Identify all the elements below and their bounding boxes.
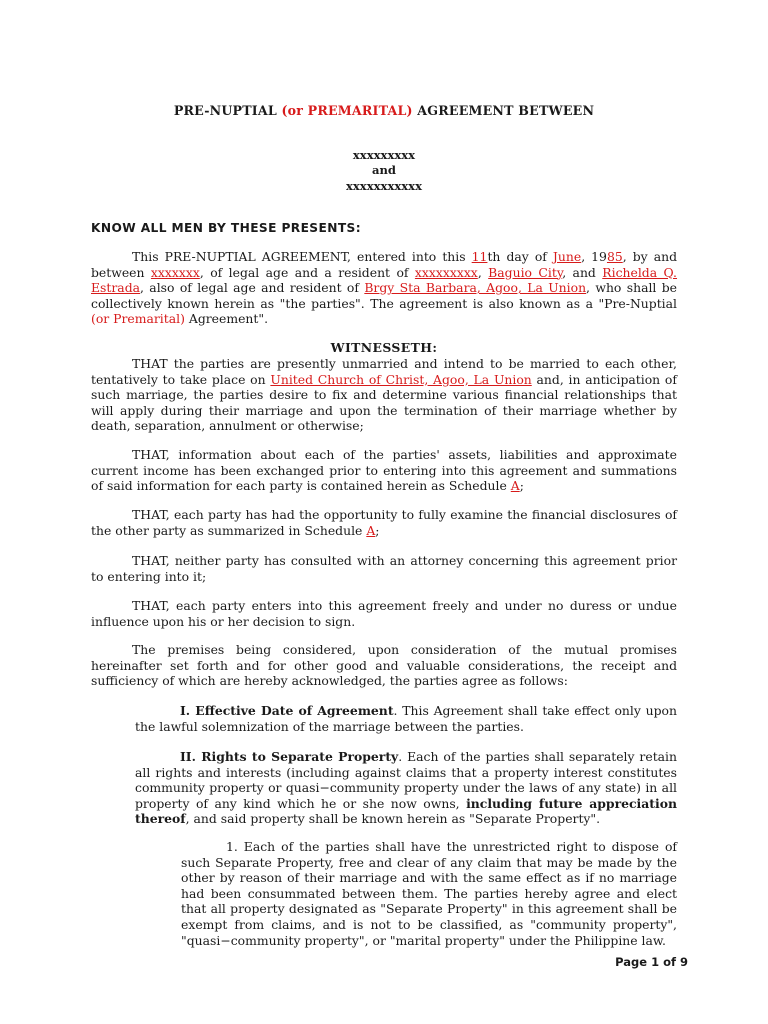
- section-1-effective-date: I. Effective Date of Agreement. This Agreement shall take effect only upon the lawful solemnization of the marriage between the parties.: [135, 703, 677, 734]
- title-part: AGREEMENT BETWEEN: [412, 103, 595, 118]
- intro-paragraph: This PRE-NUPTIAL AGREEMENT, entered into this 11th day of June, 1985, by and between xxxxxxx, of legal age and a resident of xxxxxxxxx, Baguio City, and Richelda Q. Estrada, also of legal age and resident of Brgy Sta Barbara, Agoo, La Union, who shall be collectively known herein as "the parties". The agreement is also known as a "Pre-Nuptial (or Premarital) Agreement".: [91, 249, 678, 327]
- witnesseth-heading: WITNESSETH:: [330, 340, 438, 355]
- schedule-ref: A: [366, 522, 376, 538]
- month-field: June: [552, 249, 582, 264]
- party-2-name: xxxxxxxxxxx: [345, 179, 423, 193]
- title-alt-name: (or PREMARITAL): [281, 103, 413, 118]
- venue-field: United Church of Christ, Agoo, La Union: [270, 371, 532, 387]
- premises-paragraph: The premises being considered, upon consideration of the mutual promises hereinafter set forth and for other good and valuable considerations, the receipt and sufficiency of which are hereby acknowledged, the parties agree as follows:: [91, 642, 677, 689]
- document-title: [0, 103, 768, 119]
- party-2-field: Richelda Q. Estrada: [91, 264, 678, 296]
- section-2-separate-property: II. Rights to Separate Property. Each of the parties shall separately retain all rights and interests (including against claims that a property interest constitutes community property or quasi−community property under the laws of any state) in all property of any kind which he or she now owns, including future appreciation thereof, and said property shall be known herein as "Separate Property".: [135, 749, 677, 827]
- alt-name: (or Premarital): [91, 311, 185, 327]
- subsection-1: 1. Each of the parties shall have the unrestricted right to dispose of such Separate Property, free and clear of any claim that may be made by the other by reason of their marriage and with the same effect as if no marriage had been consummated between them. The parties hereby agree and elect that all property designated as "Separate Property" in this agreement shall be exempt from claims, and is not to be classified, as "community property", "quasi−community property", or "marital property" under the Philippine law.: [181, 839, 677, 948]
- whereas-paragraph-4: THAT, neither party has consulted with an attorney concerning this agreement prior to entering into it;: [91, 553, 677, 584]
- party-1-name: xxxxxxxxx: [352, 148, 416, 162]
- know-all-men-heading: KNOW ALL MEN BY THESE PRESENTS:: [91, 221, 361, 235]
- city-1-field: Baguio City: [488, 264, 563, 280]
- residence-2-field: Brgy Sta Barbara, Agoo, La Union: [364, 280, 587, 296]
- page-number: Page 1 of 9: [615, 955, 688, 969]
- parties-and: and: [371, 163, 397, 177]
- whereas-paragraph-1: THAT the parties are presently unmarried and intend to be married to each other, tentatively to take place on United Church of Christ, Agoo, La Union and, in anticipation of such marriage, the parties desire to fix and determine various financial relationships that will apply during their marriage and upon the termination of their marriage whether by death, separation, annulment or otherwise;: [91, 356, 677, 434]
- party-1-field: xxxxxxx: [150, 264, 200, 280]
- day-field: 11: [471, 249, 488, 264]
- schedule-ref: A: [510, 478, 520, 494]
- whereas-paragraph-2: THAT, information about each of the parties' assets, liabilities and approximate current income has been exchanged prior to entering into this agreement and summations of said information for each party is contained herein as Schedule A;: [91, 447, 677, 494]
- section-heading: I. Effective Date of Agreement: [180, 703, 394, 718]
- year-field: 85: [606, 249, 623, 264]
- residence-1-field: xxxxxxxxx: [414, 264, 478, 280]
- section-heading: II. Rights to Separate Property: [180, 749, 399, 764]
- title-part: PRE-NUPTIAL: [173, 103, 282, 118]
- whereas-paragraph-3: THAT, each party has had the opportunity to fully examine the financial disclosures of the other party as summarized in Schedule A;: [91, 507, 677, 538]
- whereas-paragraph-5: THAT, each party enters into this agreement freely and under no duress or undue influence upon his or her decision to sign.: [91, 598, 677, 629]
- bold-clause: including future appreciation thereof: [135, 795, 677, 827]
